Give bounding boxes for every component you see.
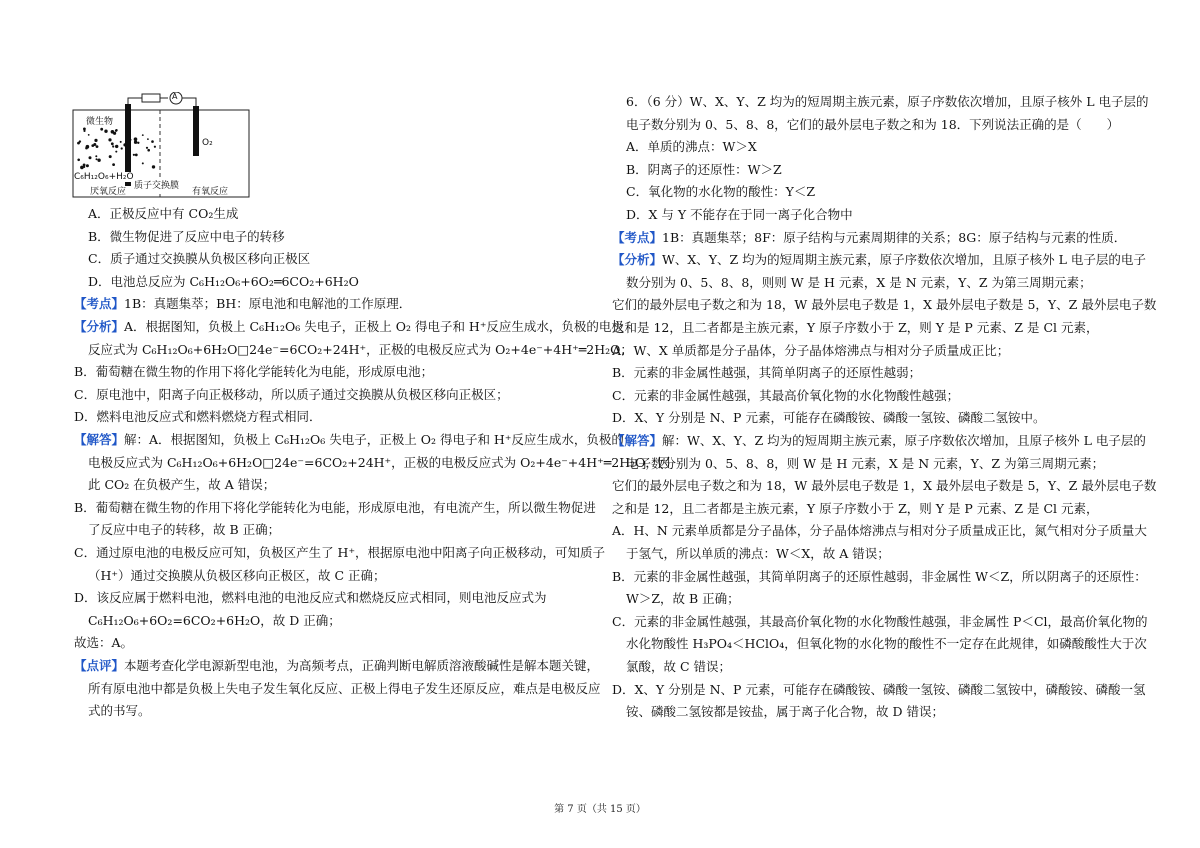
line-text: C．质子通过交换膜从负极区移向正极区 bbox=[88, 251, 311, 267]
line-text: 电子数分别为 0、5、8、8，它们的最外层电子数之和为 18．下列说法正确的是（ ） bbox=[626, 116, 1120, 132]
microbe-dot bbox=[120, 141, 122, 143]
wire-right bbox=[182, 98, 196, 106]
line-text: 了反应中电子的转移，故 B 正确； bbox=[88, 522, 281, 538]
line-text: 它们的最外层电子数之和为 18，W 最外层电子数是 1，X 最外层电子数是 5，Y、Z 最外层电子数 bbox=[612, 297, 1157, 313]
line-text: B．元素的非金属性越强，其简单阴离子的还原性越弱，非金属性 W＜Z，所以阴离子的还原性： bbox=[612, 568, 1147, 584]
line-text: C．原电池中，阳离子向正极移动，所以质子通过交换膜从负极区移向正极区； bbox=[74, 386, 509, 402]
section-tag: 【点评】 bbox=[74, 658, 125, 673]
right-text-line bbox=[612, 569, 1147, 585]
line-text: 电极反应式为 C₆H₁₂O₆+6H₂O□24e⁻=6CO₂+24H⁺，正极的电极反应式为 O₂+4e⁻+4H⁺═2H₂O，因 bbox=[88, 454, 671, 470]
line-text: 所有原电池中都是负极上失电子发生氧化反应、正极上得电子发生还原反应，难点是电极反应 bbox=[88, 680, 601, 696]
line-text: D．电池总反应为 C₆H₁₂O₆+6O₂═6CO₂+6H₂O bbox=[88, 273, 359, 289]
right-text-line bbox=[612, 478, 1156, 494]
microbe-dot bbox=[88, 134, 90, 136]
section-tag: 【分析】 bbox=[612, 252, 663, 268]
right-text-line bbox=[626, 207, 853, 223]
section-tag: 【分析】 bbox=[74, 319, 125, 334]
line-text: A．单质的沸点：W＞X bbox=[626, 139, 757, 155]
microbe-dot bbox=[152, 165, 155, 168]
section-tag: 【考点】 bbox=[74, 296, 125, 312]
aerobic-label: 有氧反应 bbox=[192, 187, 229, 197]
fuel-cell-diagram bbox=[72, 92, 250, 198]
line-text: A．W、X 单质都是分子晶体，分子晶体熔沸点与相对分子质量成正比； bbox=[612, 342, 1010, 358]
page-footer: 第 7 页（共 15 页） bbox=[554, 804, 646, 815]
line-text: B．元素的非金属性越强，其简单阴离子的还原性越弱； bbox=[612, 365, 922, 381]
line-text: B．微生物促进了反应中电子的转移 bbox=[88, 228, 285, 244]
left-text-line bbox=[74, 590, 547, 606]
right-text-line bbox=[626, 139, 757, 155]
microbe-dot bbox=[100, 128, 103, 131]
microbe-dot bbox=[154, 146, 156, 148]
microbe-dot bbox=[134, 137, 138, 141]
left-text-line bbox=[88, 229, 285, 245]
microbe-dot bbox=[146, 147, 148, 149]
right-text-line bbox=[612, 433, 1146, 449]
microbe-dot bbox=[128, 130, 131, 133]
microbe-dot bbox=[133, 154, 135, 156]
line-text: 6．（6 分）W、X、Y、Z 均为的短周期主族元素，原子序数依次增加，且原子核外 L 电子层的 bbox=[626, 94, 1149, 109]
left-text-line bbox=[74, 364, 433, 380]
line-text: 铵、磷酸二氢铵都是铵盐，属于离子化合物，故 D 错误； bbox=[626, 704, 944, 720]
microbe-dot bbox=[83, 166, 85, 168]
right-text-line bbox=[612, 682, 1145, 698]
microbe-dot bbox=[147, 149, 150, 152]
microbe-dot bbox=[108, 138, 111, 141]
line-text: W＞Z，故 B 正确； bbox=[626, 591, 740, 607]
left-text-line bbox=[88, 455, 670, 471]
left-text-line bbox=[74, 387, 509, 403]
microbe-dot bbox=[89, 156, 92, 159]
line-text: 反应式为 C₆H₁₂O₆+6H₂O□24e⁻=6CO₂+24H⁺，正极的电极反应式为 O₂+4e⁻+4H⁺═2H₂O； bbox=[88, 341, 633, 357]
microbe-dot bbox=[97, 159, 100, 162]
microbe-dot bbox=[83, 130, 85, 132]
cathode-electrode bbox=[193, 106, 199, 156]
microbe-dot bbox=[129, 139, 131, 141]
line-text: B．葡萄糖在微生物的作用下将化学能转化为电能，形成原电池； bbox=[74, 364, 434, 380]
section-tag: 【解答】 bbox=[74, 432, 125, 447]
microbe-dot bbox=[112, 163, 115, 166]
right-text-line bbox=[626, 456, 1104, 472]
line-text: D．X、Y 分别是 N、P 元素，可能存在磷酸铵、磷酸一氢铵、磷酸二氢铵中，磷酸铵、磷酸一氢 bbox=[612, 681, 1146, 697]
section-tag: 【考点】 bbox=[612, 229, 663, 245]
line-text: 解：A．根据图知，负极上 C₆H₁₂O₆ 失电子，正极上 O₂ 得电子和 H⁺反应生成水，负极的 bbox=[124, 432, 624, 447]
line-text: 之和是 12，且二者都是主族元素，Y 原子序数小于 Z，则 Y 是 P 元素、Z 是 Cl 元素， bbox=[612, 500, 1099, 516]
microbe-label: 微生物 bbox=[86, 117, 114, 127]
line-text: D．该反应属于燃料电池，燃料电池的电池反应式和燃烧反应式相同，则电池反应式为 bbox=[74, 590, 547, 606]
line-text: D．燃料电池反应式和燃料燃烧方程式相同． bbox=[74, 409, 322, 425]
left-text-line bbox=[88, 522, 280, 538]
line-text: C．氧化物的水化物的酸性：Y＜Z bbox=[626, 184, 816, 200]
microbe-dot bbox=[147, 138, 149, 140]
left-text-line bbox=[74, 432, 624, 448]
microbe-dot bbox=[134, 141, 137, 144]
microbe-dot bbox=[95, 155, 97, 157]
microbe-dot bbox=[112, 145, 114, 147]
line-text: 1B：真题集萃；BH：原电池和电解池的工作原理． bbox=[124, 296, 412, 312]
right-text-line bbox=[626, 117, 1119, 133]
reactant-label: C₆H₁₂O₆+H₂O bbox=[74, 172, 134, 182]
line-text: 1B：真题集萃；8F：原子结构与元素周期律的关系；8G：原子结构与元素的性质． bbox=[662, 229, 1127, 245]
line-text: 式的书写。 bbox=[88, 703, 151, 719]
line-text: 之和是 12，且二者都是主族元素，Y 原子序数小于 Z，则 Y 是 P 元素、Z 是 Cl 元素， bbox=[612, 320, 1099, 335]
microbe-dot bbox=[77, 159, 80, 162]
line-text: A．正极反应中有 CO₂生成 bbox=[88, 206, 239, 221]
right-text-line bbox=[612, 365, 921, 381]
section-tag: 【解答】 bbox=[612, 433, 663, 448]
line-text: 水化物酸性 H₃PO₄＜HClO₄，但氧化物的水化物的酸性不一定存在此规律，如磷酸酸性大于次 bbox=[626, 636, 1147, 652]
right-text-line bbox=[612, 343, 1009, 359]
microbe-dot bbox=[113, 132, 116, 135]
line-text: 本题考查化学电源新型电池，为高频考点，正确判断电解质溶液酸碱性是解本题关键， bbox=[124, 658, 600, 673]
right-text-line bbox=[626, 162, 782, 178]
left-text-line bbox=[74, 409, 322, 425]
left-text-line bbox=[74, 635, 133, 651]
microbe-dot bbox=[86, 164, 89, 167]
microbe-dot bbox=[137, 142, 139, 144]
line-text: A．H、N 元素单质都是分子晶体，分子晶体熔沸点与相对分子质量成正比，氮气相对分子质量大 bbox=[612, 523, 1147, 539]
right-text-line bbox=[626, 636, 1147, 652]
right-text-line bbox=[626, 275, 1092, 291]
line-text: B．阴离子的还原性：W＞Z bbox=[626, 161, 782, 177]
microbe-dots bbox=[77, 128, 156, 170]
left-text-line bbox=[74, 658, 599, 674]
right-text-line bbox=[612, 320, 1099, 336]
microbe-dot bbox=[96, 158, 98, 160]
right-text-line bbox=[626, 659, 731, 675]
line-text: D．X、Y 分别是 N、P 元素，可能存在磷酸铵、磷酸一氢铵、磷酸二氢铵中。 bbox=[612, 410, 1046, 426]
membrane-label: 质子交换膜 bbox=[134, 178, 179, 191]
line-text: W、X、Y、Z 均为的短周期主族元素，原子序数依次增加，且原子核外 L 电子层的电子 bbox=[662, 252, 1146, 268]
microbe-dot bbox=[115, 130, 117, 132]
line-text: 于氢气，所以单质的沸点：W＜X，故 A 错误； bbox=[626, 546, 890, 561]
left-text-line bbox=[88, 274, 359, 290]
microbe-dot bbox=[115, 151, 117, 153]
right-text-line bbox=[626, 94, 1149, 110]
microbe-dot bbox=[96, 145, 99, 148]
line-text: 故选：A。 bbox=[74, 635, 134, 651]
microbe-dot bbox=[135, 154, 138, 157]
right-text-line bbox=[612, 523, 1147, 539]
line-text: C₆H₁₂O₆+6O₂=6CO₂+6H₂O，故 D 正确； bbox=[88, 612, 341, 628]
microbe-dot bbox=[115, 145, 118, 148]
microbe-dot bbox=[93, 143, 96, 146]
line-text: 它们的最外层电子数之和为 18，W 最外层电子数是 1，X 最外层电子数是 5，Y、Z 最外层电子数 bbox=[612, 478, 1157, 494]
left-text-line bbox=[74, 319, 624, 335]
left-text-line bbox=[88, 342, 633, 358]
left-text-line bbox=[88, 477, 275, 493]
microbe-dot bbox=[109, 155, 112, 158]
right-text-line bbox=[626, 546, 890, 562]
left-text-line bbox=[88, 703, 151, 719]
line-text: 电子数分别为 0、5、8、8，则 W 是 H 元素，X 是 N 元素，Y、Z 为第三周期元素； bbox=[626, 455, 1105, 471]
line-text: 此 CO₂ 在负极产生，故 A 错误； bbox=[88, 477, 276, 493]
right-text-line bbox=[612, 410, 1045, 426]
line-text: 数分别为 0、5、8、8，则则 W 是 H 元素，X 是 N 元素，Y、Z 为第三周期元素； bbox=[626, 274, 1092, 290]
line-text: B．葡萄糖在微生物的作用下将化学能转化为电能，形成原电池，有电流产生，所以微生物促进 bbox=[74, 499, 596, 515]
left-text-line bbox=[88, 613, 341, 629]
microbe-dot bbox=[121, 147, 123, 149]
microbe-dot bbox=[94, 139, 97, 142]
microbe-dot bbox=[151, 140, 154, 143]
microbe-dot bbox=[142, 134, 144, 136]
right-text-line bbox=[612, 501, 1099, 517]
ammeter-label: A bbox=[172, 92, 178, 101]
microbe-dot bbox=[111, 142, 114, 145]
line-text: C．元素的非金属性越强，其最高价氧化物的水化物酸性越强，非金属性 P＜Cl，最高价氧化物的 bbox=[612, 613, 1148, 629]
microbe-dot bbox=[128, 163, 130, 165]
left-text-line bbox=[74, 500, 596, 516]
left-text-line bbox=[74, 296, 411, 312]
right-text-line bbox=[626, 184, 815, 200]
right-text-line bbox=[626, 591, 740, 607]
line-text: A．根据图知，负极上 C₆H₁₂O₆ 失电子，正极上 O₂ 得电子和 H⁺反应生成水，负极的电极 bbox=[124, 319, 624, 334]
anaerobic-label: 厌氧反应 bbox=[90, 187, 127, 197]
line-text: 氯酸，故 C 错误； bbox=[626, 659, 732, 674]
left-text-line bbox=[88, 251, 310, 267]
microbe-dot bbox=[77, 142, 80, 145]
right-text-line bbox=[612, 297, 1156, 313]
line-text: （H⁺）通过交换膜从负极区移向正极区，故 C 正确； bbox=[88, 567, 386, 583]
line-text: 解：W、X、Y、Z 均为的短周期主族元素，原子序数依次增加，且原子核外 L 电子层的 bbox=[662, 433, 1146, 448]
line-text: D．X 与 Y 不能存在于同一离子化合物中 bbox=[626, 207, 853, 222]
microbe-dot bbox=[125, 130, 128, 133]
left-text-line bbox=[88, 206, 238, 222]
microbe-dot bbox=[80, 166, 84, 170]
left-text-line bbox=[88, 681, 601, 697]
right-text-line bbox=[612, 252, 1146, 268]
right-text-line bbox=[626, 704, 944, 720]
microbe-dot bbox=[123, 143, 126, 146]
line-text: C．元素的非金属性越强，其最高价氧化物的水化物酸性越强； bbox=[612, 387, 960, 403]
microbe-dot bbox=[85, 147, 88, 150]
left-text-line bbox=[88, 568, 386, 584]
microbe-dot bbox=[128, 133, 130, 135]
left-text-line bbox=[74, 545, 605, 561]
microbe-dot bbox=[104, 130, 107, 133]
microbe-dot bbox=[142, 162, 144, 164]
right-text-line bbox=[612, 230, 1126, 246]
resistor bbox=[142, 94, 160, 102]
right-text-line bbox=[612, 614, 1148, 630]
line-text: C．通过原电池的电极反应可知，负极区产生了 H⁺，根据原电池中阳离子向正极移动，可知质子 bbox=[74, 545, 606, 560]
o2-label: O₂ bbox=[202, 138, 213, 148]
right-text-line bbox=[612, 388, 959, 404]
